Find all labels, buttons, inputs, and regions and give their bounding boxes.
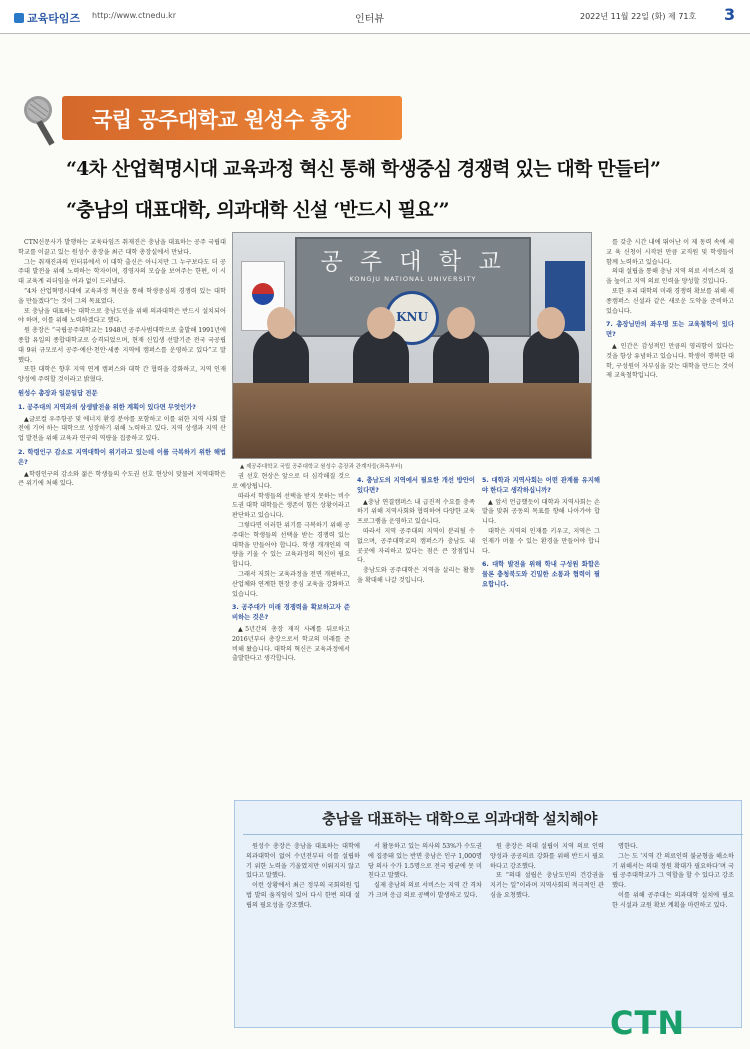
interview-photo bbox=[232, 232, 592, 459]
paragraph: 또 “의대 설립은 충남도민의 건강권을 지키는 일”이라며 지역사회의 적극적인 관심을 요청했다. bbox=[490, 872, 604, 899]
paragraph: 그는 취재진과의 인터뷰에서 이 대학 출신은 아니지만 그 누구보다도 더 공주대 발전을 위해 노력하는 학자이며, 경영자의 모습을 보여주는 한편, 이 시대 교육계 리더임을 여과 없이 드러냈다. bbox=[18, 258, 226, 286]
article-column-2 bbox=[232, 472, 350, 792]
person-head bbox=[367, 307, 395, 339]
paragraph: 그는 도 ‘지역 간 의료인력 불균형을 해소하기 위해서는 의대 정원 확대가 필요하다’며 국립 공주대학교가 그 역할을 할 수 있다고 강조했다. bbox=[612, 852, 734, 890]
interview-banner bbox=[62, 96, 402, 140]
paragraph: “4차 산업혁명시대에 교육과정 혁신을 통해 학생중심의 경쟁력 있는 대학을 만들겠다”는 것이 그의 목표였다. bbox=[18, 287, 226, 305]
conference-table bbox=[233, 383, 592, 459]
paragraph: 또한 대학은 향후 지역 연계 캠퍼스와 대학 간 협력을 강화하고, 지역 인재 양성에 주력할 것이라고 밝혔다. bbox=[18, 366, 226, 384]
question-heading: 1. 공주대의 지역과의 상생발전을 위한 계획이 있다면 무엇인가? bbox=[18, 403, 196, 411]
box-column-3 bbox=[490, 842, 604, 1022]
question-heading: 5. 대학과 지역사회는 어떤 관계를 유지해야 한다고 생각하십니까? bbox=[482, 477, 600, 494]
person-head bbox=[267, 307, 295, 339]
answer-paragraph: ▲학령인구의 감소와 젊은 학생들의 수도권 선호 현상이 맞물려 지역대학은 큰 위기에 처해 있다. bbox=[18, 470, 226, 488]
paragraph: 서 활동하고 있는 의사의 53%가 수도권에 집중돼 있는 반면 충남은 인구 1,000명 당 의사 수가 1.5명으로 전국 평균에 못 미친다고 말했다. bbox=[368, 843, 482, 880]
question-heading: 3. 공주대가 미래 경쟁력을 확보하고자 준비하는 것은? bbox=[232, 604, 350, 622]
headline-main: “4차 산업혁명시대 교육과정 혁신 통해 학생중심 경쟁력 있는 대학 만들터” bbox=[66, 158, 661, 180]
page-header bbox=[0, 0, 750, 34]
ctn-logo: CTN bbox=[610, 1004, 686, 1042]
paragraph: 그렇다면 이러한 위기를 극복하기 위해 공주대는 학생들의 선택을 받는 경쟁력 있는 대학을 만들어야 합니다. 학생 개개인의 역량을 키울 수 있는 교육과정의 혁신이 필요합니다. bbox=[232, 521, 350, 569]
paragraph: 대학은 지역의 인재를 키우고, 지역은 그 인재가 머물 수 있는 환경을 만들어야 합니다. bbox=[482, 527, 600, 555]
photo-caption: ▲ 제공주대학교 국립 공주대학교 원성수 총장과 관계자들(좌측부터) bbox=[240, 464, 403, 470]
answer-paragraph: ▲ 인간은 감성적인 만큼의 영리함이 있다는 것을 항상 유념하고 있습니다. 학생이 행복한 대학, 구성원이 자부심을 갖는 대학을 만드는 것이 제 교육철학입니다. bbox=[606, 342, 734, 380]
box-column-4 bbox=[612, 842, 734, 992]
paragraph: 원 총장은 “국립공주대학교는 1948년 공주사범대학으로 출발해 1991년에 종합 유일의 종합대학교로 승격되었으며, 현재 신입생 선발기준 전국 국공립대 9위 규모로서 공주·예산·천안·세종 지역에 캠퍼스를 운영하고 있다”고 말했다. bbox=[18, 327, 226, 364]
answer-paragraph: ▲5년간의 총장 재직 사례를 뒤로하고 2016년부터 총장으로서 학교의 미래를 준비해 왔습니다. 대학의 혁신은 교육과정에서 출발한다고 생각합니다. bbox=[232, 625, 350, 663]
paragraph: 를 갖춘 시간 내에 뛰어난 이 제 동력 속에 세교 육 신청이 시작된 만큼 교직원 및 학생들이 함께 노력하고 있습니다. bbox=[606, 239, 734, 266]
site-url[interactable]: http://www.ctnedu.kr bbox=[92, 11, 177, 20]
person-head bbox=[537, 307, 565, 339]
issue-date: 2022년 11월 22일 (화) 제 71호 bbox=[580, 12, 697, 21]
sign-korean: 공 주 대 학 교 bbox=[320, 249, 506, 275]
banner-text: 국립 공주대학교 원성수 총장 bbox=[92, 108, 350, 132]
question-heading: 4. 충남도의 지역에서 필요한 개선 방안이 있다면? bbox=[357, 477, 475, 494]
article-column-3 bbox=[357, 472, 475, 792]
answer-paragraph: ▲글로컬 우주항공 및 에너지 환경 분야를 포함하고 이를 위한 지역 사회 발전에 기여 하는 대학으로 성장하기 위해 노력하고 있다. 지역 상생과 지역 산업 발전을 위해 교육과 연구의 역량을 집중하고 있다. bbox=[18, 415, 226, 443]
paragraph: 또한 우리 대학의 미래 경쟁력 확보를 위해 세종캠퍼스 신설과 같은 새로운 도약을 준비하고 있습니다. bbox=[606, 287, 734, 315]
paragraph: 이를 위해 공주대는 의과대학 설치에 필요한 시설과 교원 확보 계획을 마련하고 있다. bbox=[612, 891, 734, 909]
box-column-1 bbox=[246, 842, 360, 1022]
paragraph: 또 충남을 대표하는 대학으로 충남도민을 위해 의과대학은 반드시 설치되어야 하며, 이를 위해 노력하겠다고 했다. bbox=[18, 307, 226, 325]
paragraph: 원성수 총장은 충남을 대표하는 대학에 의과대학이 없어 수년전부터 이를 설립하기 위한 노력을 기울였지만 이뤄지지 않고 있다고 말했다. bbox=[246, 843, 360, 880]
taeguk-symbol bbox=[252, 283, 274, 305]
paragraph: 충남도와 공주대학은 지역을 살리는 활동을 확대해 나갈 것입니다. bbox=[357, 567, 475, 584]
person-head bbox=[447, 307, 475, 339]
question-heading: 6. 대학 발전을 위해 학내 구성원 화합은 물론 충청북도와 긴밀한 소통과 협력이 필요합니다. bbox=[482, 561, 600, 588]
paragraph: 원 총장은 의대 설립이 지역 의료 인력 양성과 공공의료 강화를 위해 반드시 필요하다고 강조했다. bbox=[490, 843, 604, 870]
sign-english: KONGJU NATIONAL UNIVERSITY bbox=[349, 275, 477, 283]
article-column-5 bbox=[606, 238, 734, 794]
headline-sub: “충남의 대표대학, 의과대학 신설 ‘반드시 필요’” bbox=[66, 199, 449, 221]
divider bbox=[243, 834, 743, 835]
question-heading: 2. 학령인구 감소로 지역대학이 위기라고 있는데 이를 극복하기 위한 해법은? bbox=[18, 448, 226, 466]
section-label: 인터뷰 bbox=[355, 14, 384, 25]
paragraph: ▲ 앞서 언급했듯이 대학과 지역사회는 손발을 맞춰 공동의 목표를 향해 나아가야 합니다. bbox=[482, 498, 600, 526]
paragraph: 실제 충남의 의료 서비스는 지역 간 격차가 크며 응급 의료 공백이 발생하고 있다. bbox=[368, 882, 482, 899]
paragraph: 의대 설립을 통해 충남 지역 의료 서비스의 질을 높이고 지역 의료 인력을 양성할 것입니다. bbox=[606, 268, 734, 286]
seal-text: KNU bbox=[396, 310, 428, 324]
question-heading: 7. 총장님만의 좌우명 또는 교육철학이 있다면? bbox=[606, 321, 734, 339]
paragraph: 권 선호 현상은 앞으로 더 심각해질 것으로 예상됩니다. bbox=[232, 473, 350, 490]
paragraph: 그래서 저희는 교육과정을 전면 개편하고, 산업체와 연계한 현장 중심 교육을 강화하고 있습니다. bbox=[232, 570, 350, 598]
article-column-1 bbox=[18, 238, 226, 1024]
sidebar-box-title: 충남을 대표하는 대학으로 의과대학 설치해야 bbox=[322, 811, 597, 828]
section-subheading: 원성수 총장과 일문일답 전문 bbox=[18, 389, 98, 397]
article-column-4 bbox=[482, 472, 600, 792]
paragraph: 명한다. bbox=[618, 843, 638, 850]
logo-icon bbox=[14, 13, 24, 23]
paragraph: 따라서 지역 공주대의 지역이 분리될 수 없으며, 공주대학교의 캠퍼스가 충남도 내 곳곳에 자리하고 있다는 점은 큰 장점입니다. bbox=[357, 527, 475, 565]
publication-logo[interactable] bbox=[14, 10, 80, 26]
paragraph: 따라서 학생들의 선택을 받지 못하는 비수도권 대학 대학들은 생존이 힘든 상황이라고 판단하고 있습니다. bbox=[232, 492, 350, 520]
page-number: 3 bbox=[724, 5, 736, 24]
paragraph: 이런 상황에서 최근 정부의 국회의원 입법 발의 움직임이 있어 다시 한번 의대 설립의 필요성을 강조했다. bbox=[246, 882, 360, 909]
paragraph: CTN신문사가 발행하는 교육타임즈 취재진은 충남을 대표하는 공주 국립대학교를 이끌고 있는 원성수 총장을 최근 대학 총장실에서 만났다. bbox=[18, 239, 226, 256]
paragraph: ▲충남 연결캠퍼스 내 급진적 수요를 충족하기 위해 지역사회와 협력하여 다양한 교육 프로그램을 운영하고 있습니다. bbox=[357, 498, 475, 526]
logo-text: 교육타임즈 bbox=[27, 12, 81, 25]
box-column-2 bbox=[368, 842, 482, 1022]
